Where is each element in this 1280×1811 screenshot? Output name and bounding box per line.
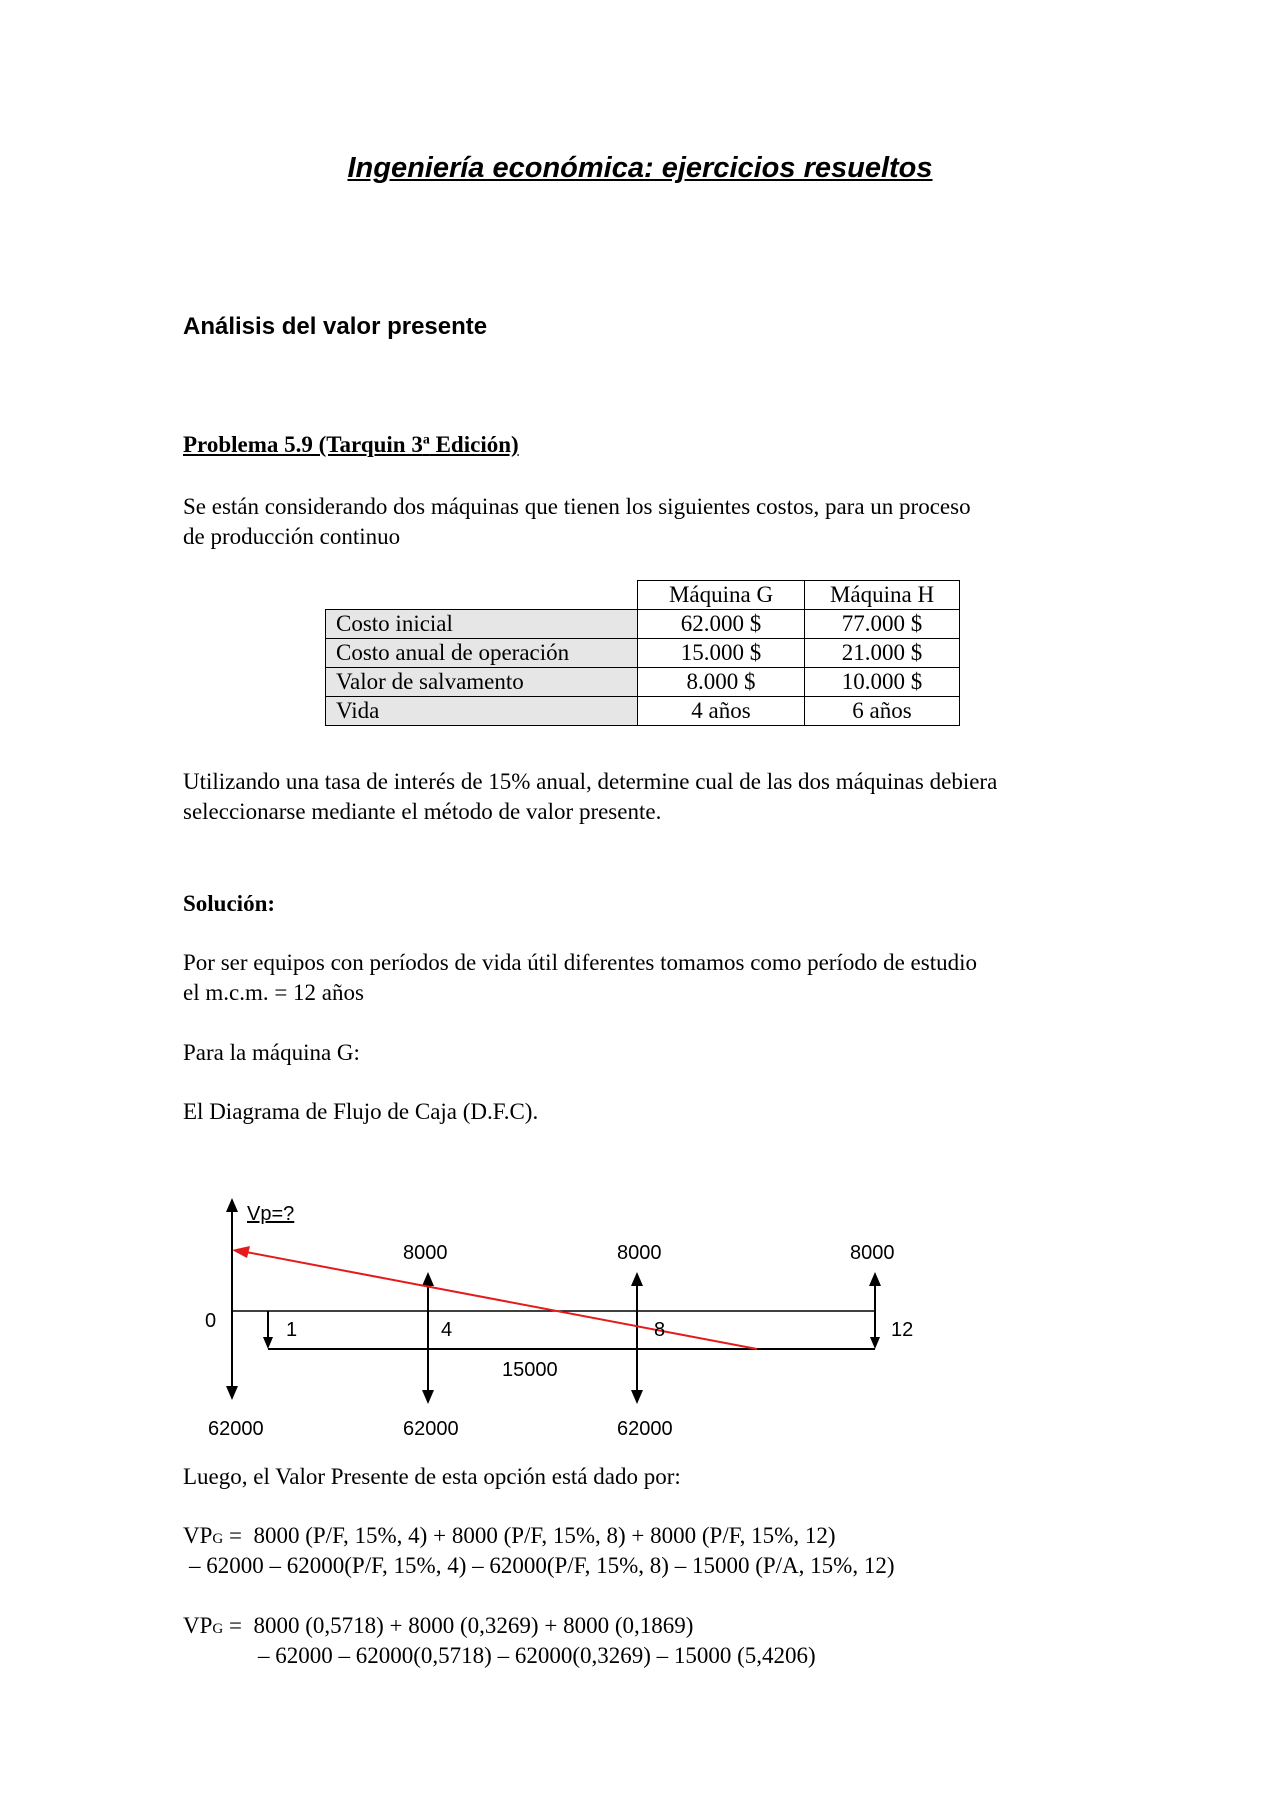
equation-2-line-2: – 62000 – 62000(0,5718) – 62000(0,3269) – 15000 (5,4206) (258, 1643, 816, 1668)
equation-1-line-1 (183, 1521, 836, 1554)
row-label: Costo inicial (326, 610, 638, 639)
cell-machine-h: 10.000 $ (805, 668, 960, 697)
equation-2-equals: = (223, 1613, 242, 1638)
row-label: Vida (326, 697, 638, 726)
vp-arrowhead-icon (226, 1198, 238, 1212)
equation-1-subscript: G (212, 1531, 224, 1547)
row-label: Costo anual de operación (326, 639, 638, 668)
period-label-0: 0 (205, 1310, 217, 1332)
solution-line-1: Por ser equipos con períodos de vida útil diferentes tomamos como período de estudio (183, 950, 977, 975)
salvage-label-12: 8000 (850, 1242, 895, 1264)
equation-1-rhs-1: 8000 (P/F, 15%, 4) + 8000 (P/F, 15%, 8) + 8000 (P/F, 15%, 12) (253, 1523, 836, 1548)
cell-machine-h: 77.000 $ (805, 610, 960, 639)
problem-statement-line-1: Se están considerando dos máquinas que tienen los siguientes costos, para un proceso (183, 494, 971, 519)
column-header-machine-h: Máquina H (805, 581, 960, 610)
annual-cost-label: 15000 (502, 1359, 558, 1381)
equation-2-rhs-1: 8000 (0,5718) + 8000 (0,3269) + 8000 (0,1869) (253, 1613, 694, 1638)
equation-2-subscript: G (212, 1621, 224, 1637)
cell-machine-g: 4 años (638, 697, 805, 726)
equation-1-lhs: VP (183, 1523, 213, 1548)
investment-label-0: 62000 (208, 1418, 264, 1440)
question-line-1: Utilizando una tasa de interés de 15% anual, determine cual de las dos máquinas debiera (183, 769, 998, 794)
period-label-12: 12 (891, 1319, 914, 1341)
section-heading: Análisis del valor presente (183, 313, 488, 340)
present-value-arrowhead-icon (232, 1246, 250, 1258)
document-title: Ingeniería económica: ejercicios resueltos (347, 152, 933, 184)
cell-machine-g: 8.000 $ (638, 668, 805, 697)
down-arrowhead-icon (263, 1337, 273, 1349)
solution-line-2: el m.c.m. = 12 años (183, 980, 364, 1005)
equation-2-lhs: VP (183, 1613, 213, 1638)
equation-1-line-2: – 62000 – 62000(P/F, 15%, 4) – 62000(P/F, 15%, 8) – 15000 (P/A, 15%, 12) (189, 1553, 895, 1578)
up-arrowhead-icon (869, 1272, 881, 1286)
down-arrowhead-icon (870, 1337, 880, 1349)
down-arrowhead-icon (631, 1390, 643, 1404)
investment-label-8: 62000 (617, 1418, 673, 1440)
problem-heading-main: Problema 5.9 (Tarquin 3 (183, 432, 423, 457)
cell-machine-h: 6 años (805, 697, 960, 726)
equation-1-equals: = (223, 1523, 242, 1548)
dfc-caption: El Diagrama de Flujo de Caja (D.F.C). (183, 1099, 539, 1124)
present-value-intro: Luego, el Valor Presente de esta opción está dado por: (183, 1464, 681, 1489)
salvage-label-8: 8000 (617, 1242, 662, 1264)
down-arrowhead-icon (422, 1390, 434, 1404)
investment-label-4: 62000 (403, 1418, 459, 1440)
period-label-4: 4 (441, 1319, 453, 1341)
down-arrowhead-icon (226, 1386, 238, 1400)
solution-heading: Solución: (183, 891, 276, 916)
cell-machine-g: 62.000 $ (638, 610, 805, 639)
up-arrowhead-icon (422, 1272, 434, 1286)
machine-g-label: Para la máquina G: (183, 1040, 360, 1065)
vp-label: Vp=? (247, 1203, 295, 1225)
up-arrowhead-icon (631, 1272, 643, 1286)
cell-machine-h: 21.000 $ (805, 639, 960, 668)
equation-2-line-1 (183, 1611, 693, 1644)
present-value-arrow (246, 1252, 757, 1349)
column-header-machine-g: Máquina G (638, 581, 805, 610)
period-label-8: 8 (654, 1319, 666, 1341)
salvage-label-4: 8000 (403, 1242, 448, 1264)
cell-machine-g: 15.000 $ (638, 639, 805, 668)
period-label-1: 1 (286, 1319, 298, 1341)
problem-heading-sup: a (422, 432, 430, 448)
question-line-2: seleccionarse mediante el método de valor presente. (183, 799, 662, 824)
problem-heading-end: Edición) (429, 432, 519, 457)
problem-statement-line-2: de producción continuo (183, 524, 401, 549)
row-label: Valor de salvamento (326, 668, 638, 697)
